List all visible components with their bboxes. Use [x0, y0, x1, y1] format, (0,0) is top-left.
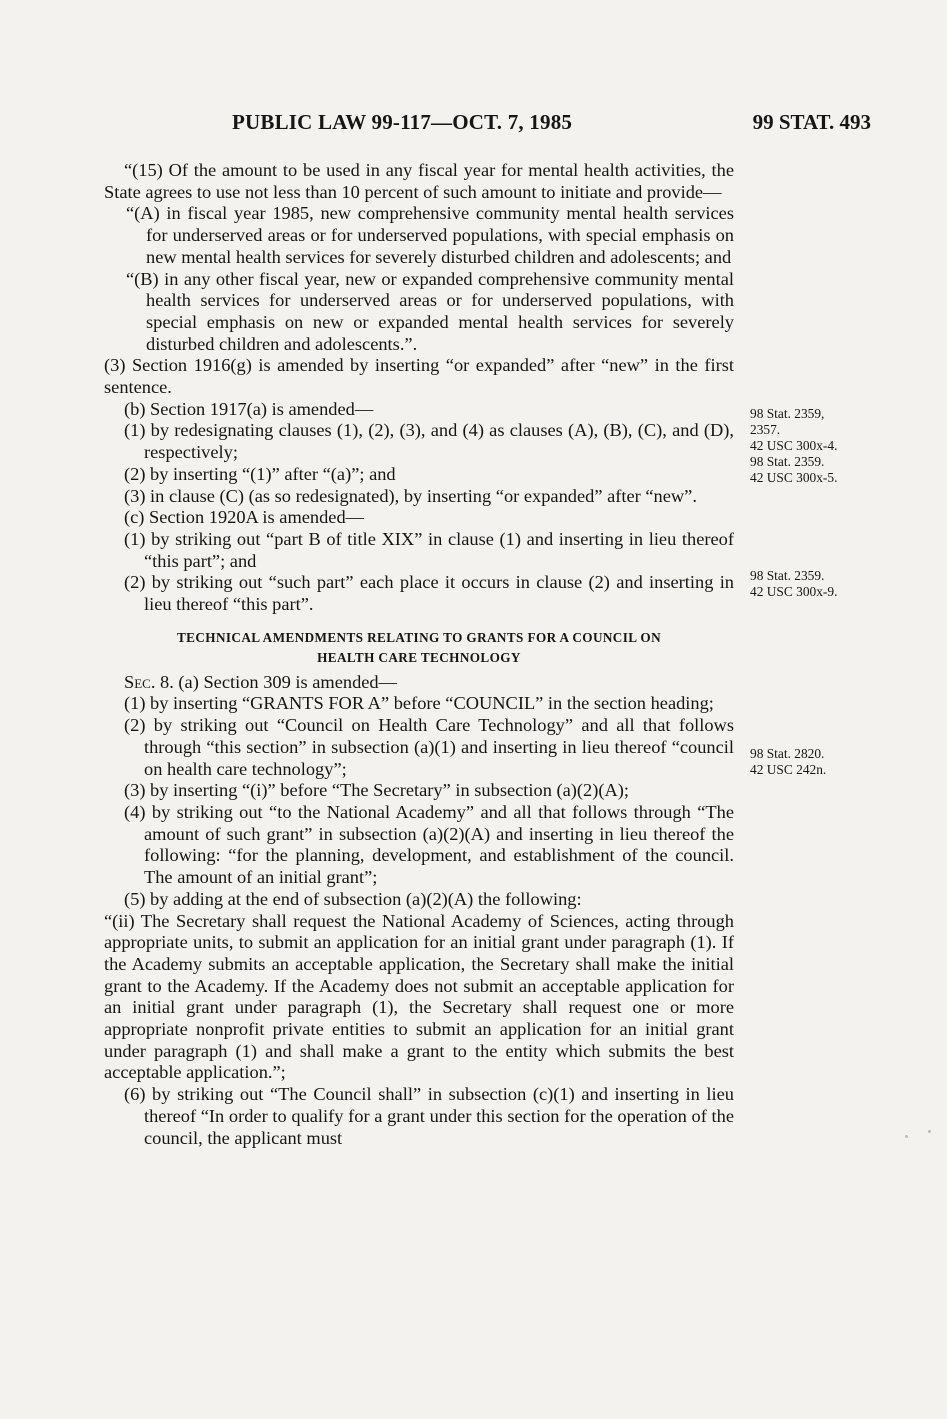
margin-note-42-usc-300x-5: [750, 454, 837, 486]
sec-label: Sec: [124, 671, 151, 692]
margin-note-line: 98 Stat. 2359.: [750, 454, 825, 469]
section-8-item-2: (2) by striking out “Council on Health Care Technology” and all that follows through “this section” in subsection (a)(1) and inserting in lieu thereof “council on health care technology”;: [124, 715, 734, 779]
law-title: PUBLIC LAW 99-117—OCT. 7, 1985: [232, 110, 573, 134]
paragraph-b-3: (3) in clause (C) (as so redesignated), by inserting “or expanded” after “new”.: [124, 485, 697, 506]
section-8-item-4: (4) by striking out “to the National Academy” and all that follows through “The amount of such grant” in subsection (a)(2)(A) and inserting in lieu thereof the following: “for the planning, development, and establishment of the council. The amount of an initial grant”;: [124, 801, 734, 888]
margin-note-42-usc-300x-9: [750, 568, 837, 600]
margin-note-line: 98 Stat. 2820.: [750, 746, 825, 761]
section-8-item-5: (5) by adding at the end of subsection (a)(2)(A) the following:: [124, 888, 582, 909]
paragraph-c-1: (1) by striking out “part B of title XIX” in clause (1) and inserting in lieu thereof “this part”; and: [124, 528, 734, 571]
caption-line-2: HEALTH CARE TECHNOLOGY: [317, 649, 521, 665]
section-8-item-6: (6) by striking out “The Council shall” in subsection (c)(1) and inserting in lieu thereof “In order to qualify for a grant under this section for the operation of the council, the applicant must: [124, 1084, 734, 1148]
paragraph-c: (c) Section 1920A is amended—: [124, 507, 365, 528]
margin-note-line: 42 USC 300x-9.: [750, 584, 838, 599]
margin-note-98-stat-2359-2357: [750, 406, 837, 454]
quoted-clause-ii: “(ii) The Secretary shall request the National Academy of Sciences, acting through appropriate units, to submit an application for an initial grant under paragraph (1). If the Academy submits an acceptable application, the Secretary shall make the initial grant to the Academy. If the Academy does not submit an acceptable application for an initial grant under paragraph (1), the Secretary shall request one or more appropriate nonprofit private entities to submit an application for an initial grant under paragraph (1) and shall make a grant to the entity which submits the best acceptable application.”;: [104, 910, 734, 1083]
margin-note-line: 42 USC 300x-5.: [750, 470, 838, 485]
margin-note-line: 42 USC 242n.: [750, 762, 827, 777]
statute-body: [104, 160, 734, 1149]
paragraph-15: “(15) Of the amount to be used in any fiscal year for mental health activities, the State agrees to use not less than 10 percent of such amount to initiate and provide—: [104, 160, 734, 202]
caption-line-1: TECHNICAL AMENDMENTS RELATING TO GRANTS FOR A COUNCIL ON: [176, 629, 662, 645]
paragraph-15-a: “(A) in fiscal year 1985, new comprehensive community mental health services for underserved areas or for underserved populations, with special emphasis on new mental health services for severely disturbed children and adolescents; and: [126, 203, 734, 267]
margin-note-42-usc-242n: [750, 746, 826, 778]
paragraph-3: (3) Section 1916(g) is amended by inserting “or expanded” after “new” in the first sentence.: [104, 355, 734, 398]
section-8-item-3: (3) by inserting “(i)” before “The Secretary” in subsection (a)(2)(A);: [124, 780, 630, 801]
margin-note-line: 2357.: [750, 422, 781, 437]
scan-speck: [905, 1135, 908, 1138]
margin-note-line: 98 Stat. 2359,: [750, 406, 825, 421]
section-8-item-1: (1) by inserting “GRANTS FOR A” before “COUNCIL” in the section heading;: [124, 693, 714, 714]
sec-rest: . 8. (a) Section 309 is amended—: [150, 671, 398, 692]
paragraph-b-1: (1) by redesignating clauses (1), (2), (3), and (4) as clauses (A), (B), (C), and (D), respectively;: [124, 420, 734, 463]
section-caption: [104, 628, 734, 668]
paragraph-b-2: (2) by inserting “(1)” after “(a)”; and: [124, 463, 396, 484]
paragraph-b: (b) Section 1917(a) is amended—: [124, 398, 374, 419]
paragraph-c-2: (2) by striking out “such part” each place it occurs in clause (2) and inserting in lieu thereof “this part”.: [124, 572, 734, 615]
paragraph-15-b: “(B) in any other fiscal year, new or expanded comprehensive community mental health services for underserved areas or for underserved populations, with special emphasis on new or expanded mental health services for severely disturbed children and adolescents.”.: [126, 268, 734, 354]
margin-note-line: 42 USC 300x-4.: [750, 438, 838, 453]
stat-page-number: 99 STAT. 493: [752, 110, 871, 134]
margin-note-line: 98 Stat. 2359.: [750, 568, 825, 583]
page-header: [0, 110, 947, 146]
scan-speck: [928, 1130, 931, 1133]
section-8-heading: [104, 672, 734, 694]
